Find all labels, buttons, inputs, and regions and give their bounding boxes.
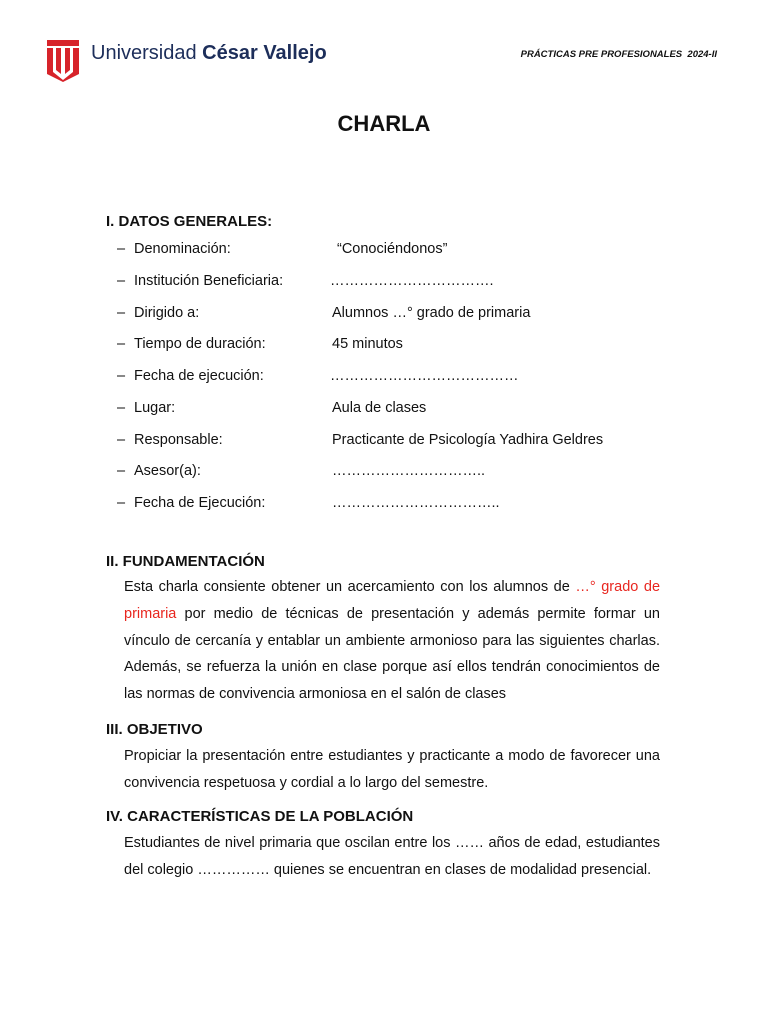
university-name-bold: César Vallejo: [202, 42, 327, 64]
header-tag: PRÁCTICAS PRE PROFESIONALES 2024-II: [520, 49, 717, 60]
fundamentacion-paragraph: [124, 574, 660, 708]
row-label: Dirigido a:: [134, 305, 200, 321]
row-value: Aula de clases: [332, 400, 427, 416]
list-bullet: –: [117, 495, 126, 511]
poblacion-paragraph: Estudiantes de nivel primaria que oscilan entre los …… años de edad, estudiantes del colegio …………… quienes se encuentran en clases de modalidad presencial.: [124, 835, 660, 878]
row-label: Denominación:: [134, 241, 231, 257]
row-value: ……………………………..: [332, 495, 500, 511]
section-heading-datos-generales: I. DATOS GENERALES:: [106, 213, 273, 230]
page-header: [0, 0, 768, 110]
row-label: Lugar:: [134, 400, 176, 416]
section-heading-fundamentacion: II. FUNDAMENTACIÓN: [106, 553, 265, 570]
row-label: Tiempo de duración:: [134, 336, 266, 352]
row-label: Fecha de Ejecución:: [134, 495, 266, 511]
row-value: …………………………………: [330, 368, 519, 384]
fundamentacion-highlight: …° grado de primaria: [124, 579, 661, 622]
section-heading-poblacion: IV. CARACTERÍSTICAS DE LA POBLACIÓN: [106, 808, 414, 825]
list-bullet: –: [117, 400, 126, 416]
list-bullet: –: [117, 336, 126, 352]
row-label: Institución Beneficiaria:: [134, 273, 284, 289]
row-value: Practicante de Psicología Yadhira Geldres: [332, 432, 604, 448]
list-bullet: –: [117, 241, 126, 257]
row-label: Responsable:: [134, 432, 223, 448]
section-heading-objetivo: III. OBJETIVO: [106, 721, 203, 738]
row-value: …………………………….: [330, 273, 494, 289]
objetivo-paragraph: Propiciar la presentación entre estudiantes y practicante a modo de favorecer una convivencia respetuosa y cordial a lo largo del semestre.: [124, 748, 660, 791]
list-bullet: –: [117, 368, 126, 384]
row-value: Alumnos …° grado de primaria: [332, 305, 531, 321]
row-value: 45 minutos: [332, 336, 403, 352]
row-value: “Conociéndonos”: [337, 241, 448, 257]
fundamentacion-text-before: Esta charla consiente obtener un acercamiento con los alumnos de: [124, 579, 576, 595]
list-bullet: –: [117, 305, 126, 321]
row-label: Asesor(a):: [134, 463, 201, 479]
university-name-regular: Universidad: [91, 42, 203, 64]
list-bullet: –: [117, 432, 126, 448]
list-bullet: –: [117, 463, 126, 479]
row-value: …………………………..: [332, 463, 486, 479]
university-name: [91, 42, 327, 65]
document-title: CHARLA: [337, 111, 431, 136]
fundamentacion-text-after: por medio de técnicas de presentación y además permite formar un vínculo de cercanía y entablar un ambiente armonioso para las siguientes charlas. Además, se refuerza la unión en clase porque así ellos tendrán conocimientos de las normas de convivencia armoniosa en el salón de clases: [124, 605, 660, 703]
list-bullet: –: [117, 273, 126, 289]
row-label: Fecha de ejecución:: [134, 368, 264, 384]
university-logo-icon: [47, 38, 79, 82]
